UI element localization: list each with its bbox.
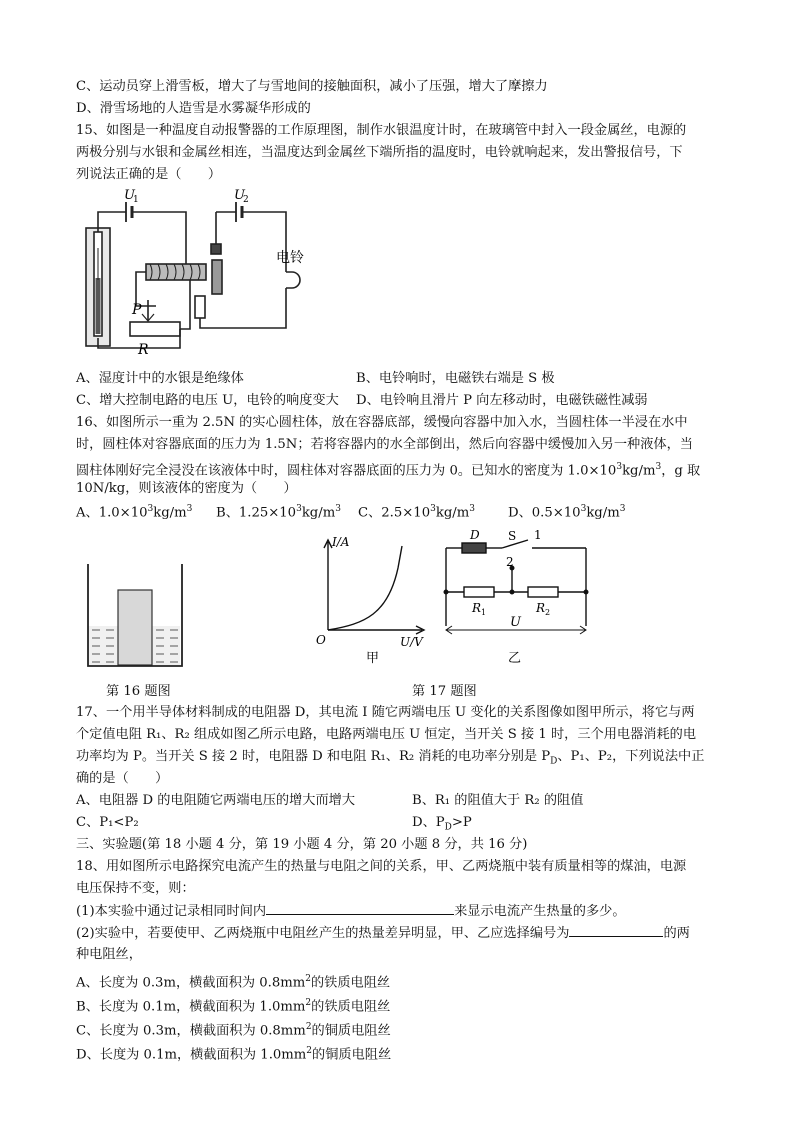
q18-stem-line2: 电压保持不变，则： — [76, 881, 195, 896]
q17-circuit-label-r1-sub: 1 — [481, 608, 487, 617]
section3-heading: 三、实验题(第 18 小题 4 分，第 19 小题 4 分，第 20 小题 8 分，共 16 分) — [76, 837, 528, 852]
q17-iu-curve — [328, 546, 402, 630]
q15-label-u2: U — [234, 188, 245, 203]
q17-circuit-label-d: D — [470, 528, 480, 542]
q17-graph-origin: O — [316, 633, 326, 647]
q17-circuit-label-1: 1 — [534, 528, 542, 542]
q15-option-b: B、电铃响时，电磁铁右端是 S 极 — [356, 371, 555, 386]
q17-circuit-label-r2: R — [536, 601, 546, 615]
q16-stem-line2: 时，圆柱体对容器底面的压力为 1.5N；若将容器内的水全部倒出，然后向容器中缓慢加入另一种液体，当 — [76, 437, 693, 452]
q17-circuit-label-r1: R — [472, 601, 482, 615]
q15-alarm-circuit-figure — [76, 188, 336, 358]
q17-stem-line1: 17、一个用半导体材料制成的电阻器 D，其电流 I 随它两端电压 U 变化的关系图像如图甲所示，将它与两 — [76, 705, 695, 720]
q17-circuit-label-2: 2 — [506, 555, 514, 569]
q16-stem-line1: 16、如图所示一重为 2.5N 的实心圆柱体，放在容器底部，缓慢向容器中加入水，当圆柱体一半浸在水中 — [76, 415, 688, 430]
q16-stem-line4: 10N/kg，则该液体的密度为（ ） — [76, 481, 297, 496]
q15-label-u2-sub: 2 — [243, 195, 249, 205]
q15-stem-line2: 两极分别与水银和金属丝相连，当温度达到金属丝下端所指的温度时，电铃就响起来，发出警报信号，下 — [76, 145, 683, 160]
q17-circuit-name: 乙 — [508, 651, 522, 666]
q15-label-bell: 电铃 — [276, 250, 304, 266]
q18-option-c: C、长度为 0.3m，横截面积为 $0.8mm^2$的铜质电阻丝 — [76, 1022, 391, 1039]
q17-option-a: A、电阻器 D 的电阻随它两端电压的增大而增大 — [76, 793, 356, 808]
q17-option-c: C、P₁<P₂ — [76, 815, 139, 830]
q17-graph-x-label: U/V — [400, 635, 423, 649]
q16-option-a: A、$1.0\times 10^3kg/m^3$ — [76, 504, 193, 521]
q17-circuit-figure — [436, 528, 596, 668]
q18-stem-line1: 18、用如图所示电路探究电流产生的热量与电阻之间的关系，甲、乙两烧瓶中装有质量相等的煤油，电源 — [76, 859, 687, 874]
q17-circuit-label-s: S — [508, 529, 517, 543]
q15-label-r: R — [138, 342, 149, 358]
q18-option-a: A、长度为 0.3m，横截面积为 $0.8mm^2$的铁质电阻丝 — [76, 974, 391, 991]
q14-option-c: C、运动员穿上滑雪板，增大了与雪地间的接触面积，减小了压强，增大了摩擦力 — [76, 79, 548, 94]
q17-stem-line3: 功率均为 P。当开关 S 接 2 时，电阻器 D 和电阻 R₁、R₂ 消耗的电功率分别是 $P_D$、P₁、P₂，下列说法中正 — [76, 749, 705, 767]
q16-option-b: B、$1.25\times 10^3kg/m^3$ — [216, 504, 341, 521]
q15-label-u1-sub: 1 — [133, 195, 139, 205]
q17-graph-name: 甲 — [366, 651, 380, 666]
q17-stem-line4: 确的是（ ） — [76, 771, 169, 786]
q15-option-a: A、湿度计中的水银是绝缘体 — [76, 371, 244, 386]
q18-part1: (1)本实验中通过记录相同时间内 来显示电流产生热量的多少。 — [76, 900, 626, 923]
q17-circuit-label-u: U — [510, 615, 521, 630]
q15-label-u1: U — [124, 188, 135, 203]
q15-option-d: D、电铃响且滑片 P 向左移动时，电磁铁磁性减弱 — [356, 393, 648, 408]
q16-option-c: C、$2.5\times 10^3kg/m^3$ — [358, 504, 475, 521]
q16-container-figure — [86, 560, 186, 670]
q18-part1-answer-blank[interactable] — [266, 900, 454, 915]
q18-part2: (2)实验中，若要使甲、乙两烧瓶中电阻丝产生的热量差异明显，甲、乙应选择编号为 的两 — [76, 922, 690, 945]
fig17-caption: 第 17 题图 — [412, 684, 477, 699]
q17-graph-y-label: I/A — [332, 535, 350, 549]
q14-option-d: D、滑雪场地的人造雪是水雾凝华形成的 — [76, 101, 311, 116]
q17-circuit-label-r2-sub: 2 — [545, 608, 551, 617]
q15-stem-line3: 列说法正确的是（ ） — [76, 167, 222, 182]
q16-option-d: D、$0.5\times 10^3kg/m^3$ — [508, 504, 626, 521]
q18-option-d: D、长度为 0.1m，横截面积为 $1.0mm^2$的铜质电阻丝 — [76, 1046, 392, 1063]
q18-option-b: B、长度为 0.1m，横截面积为 $1.0mm^2$的铁质电阻丝 — [76, 998, 391, 1015]
q17-option-d: D、$P_D>P$ — [412, 815, 472, 833]
q17-stem-line2: 个定值电阻 R₁、R₂ 组成如图乙所示电路，电路两端电压 U 恒定，当开关 S 接 1 时，三个用电器消耗的电 — [76, 727, 697, 742]
q17-option-b: B、R₁ 的阻值大于 R₂ 的阻值 — [412, 793, 584, 808]
q17-iu-graph-figure — [310, 528, 440, 668]
q16-stem-line3: 圆柱体刚好完全浸没在该液体中时，圆柱体对容器底面的压力为 0。已知水的密度为 $1.0\times 10^3kg/m^3$，g 取 — [76, 462, 701, 479]
q15-label-p: P — [132, 302, 142, 318]
fig16-caption: 第 16 题图 — [106, 684, 171, 699]
q18-part2-answer-blank[interactable] — [569, 922, 663, 937]
q18-part2-line2: 种电阻丝， — [76, 947, 142, 962]
q15-option-c: C、增大控制电路的电压 U，电铃的响度变大 — [76, 393, 339, 408]
q15-stem-line1: 15、如图是一种温度自动报警器的工作原理图，制作水银温度计时，在玻璃管中封入一段金属丝，电源的 — [76, 123, 687, 138]
